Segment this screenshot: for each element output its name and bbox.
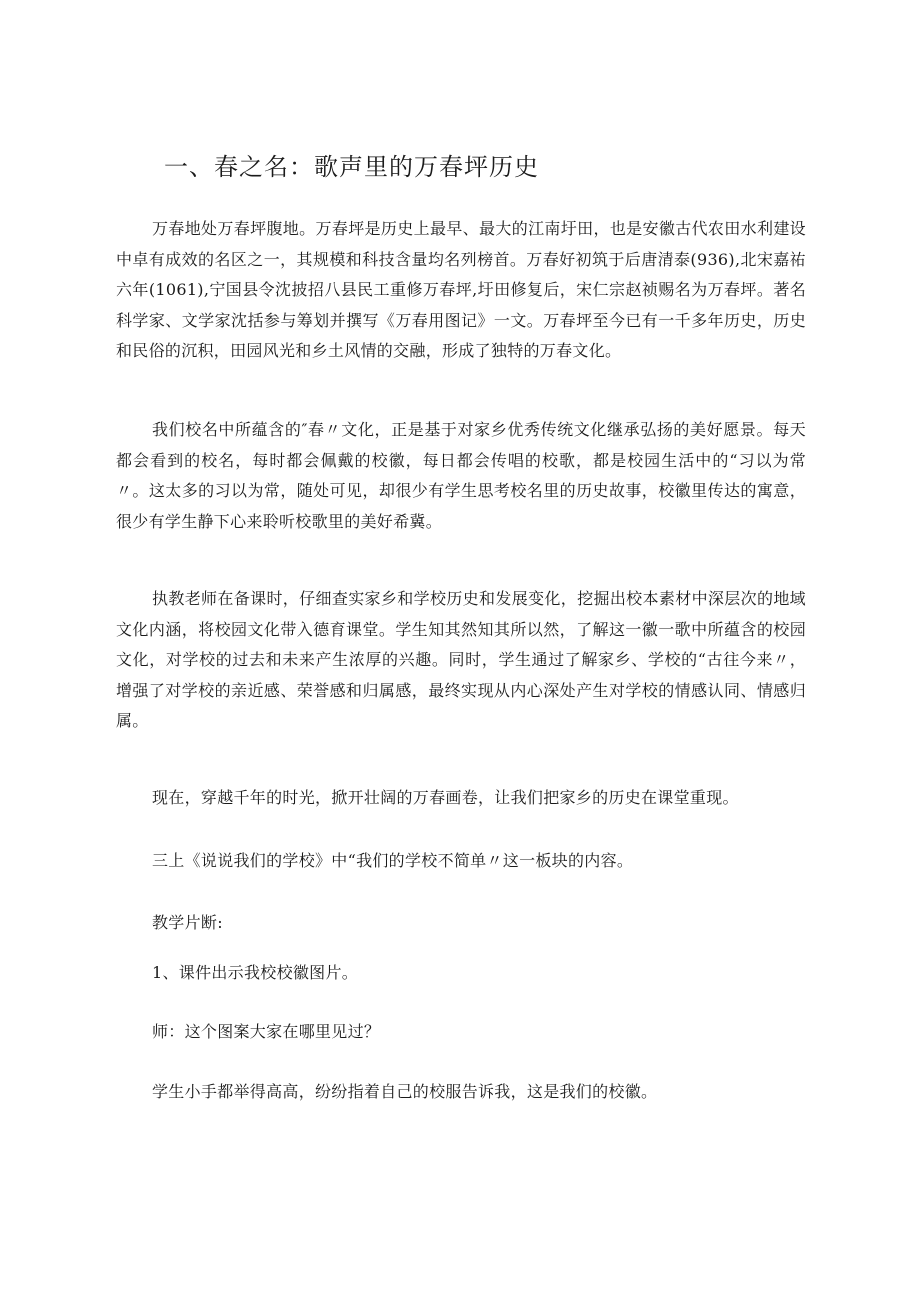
text-line-lesson-source: 三上《说说我们的学校》中“我们的学校不简单〃这一板块的内容。 [152, 851, 634, 870]
section-heading: 一、春之名：歌声里的万春坪历史 [164, 153, 539, 181]
paragraph-teacher-prep: 执教老师在备课时，仔细查实家乡和学校历史和发展变化，挖掘出校本素材中深层次的地域文化内涵，将校园文化带入德育课堂。学生知其然知其所以然，了解这一徽一歌中所蕴含的校园文化，对学校的过去和未来产生浓厚的兴趣。同时，学生通过了解家乡、学校的“古往今来〃，增强了对学校的亲近感、荣誉感和归属感，最终实现从内心深处产生对学校的情感认同、情感归属。 [116, 589, 806, 730]
text-line-intro: 现在，穿越千年的时光，掀开壮阔的万春画卷，让我们把家乡的历史在课堂重现。 [152, 788, 739, 807]
paragraph-school-name: 我们校名中所蕴含的″春〃文化，正是基于对家乡优秀传统文化继承弘扬的美好愿景。每天都会看到的校名，每时都会佩戴的校徽，每日都会传唱的校歌，都是校园生活中的“习以为常〃。这太多的习以为常，随处可见，却很少有学生思考校名里的历史故事，校徽里传达的寓意，很少有学生静下心来聆听校歌里的美好希冀。 [116, 420, 806, 531]
text-line-student-response: 学生小手都举得高高，纷纷指着自己的校服告诉我，这是我们的校徽。 [152, 1082, 658, 1101]
paragraph-history: 万春地处万春坪腹地。万春坪是历史上最早、最大的江南圩田，也是安徽古代农田水利建设中卓有成效的名区之一，其规模和科技含量均名列榜首。万春好初筑于后唐清泰(936),北宋嘉祐六年(1061),宁国县令沈披招八县民工重修万春坪,圩田修复后，宋仁宗赵祯赐名为万春坪。著名科学家、文学家沈括参与筹划并撰写《万春用图记》一文。万春坪至今已有一千多年历史，历史和民俗的沉积，田园风光和乡土风情的交融，形成了独特的万春文化。 [116, 219, 806, 360]
text-line-teacher-question: 师：这个图案大家在哪里见过？ [152, 1022, 381, 1041]
text-line-teaching-excerpt: 教学片断: [152, 913, 223, 932]
text-line-step-1: 1、课件出示我校校徽图片。 [152, 963, 359, 982]
